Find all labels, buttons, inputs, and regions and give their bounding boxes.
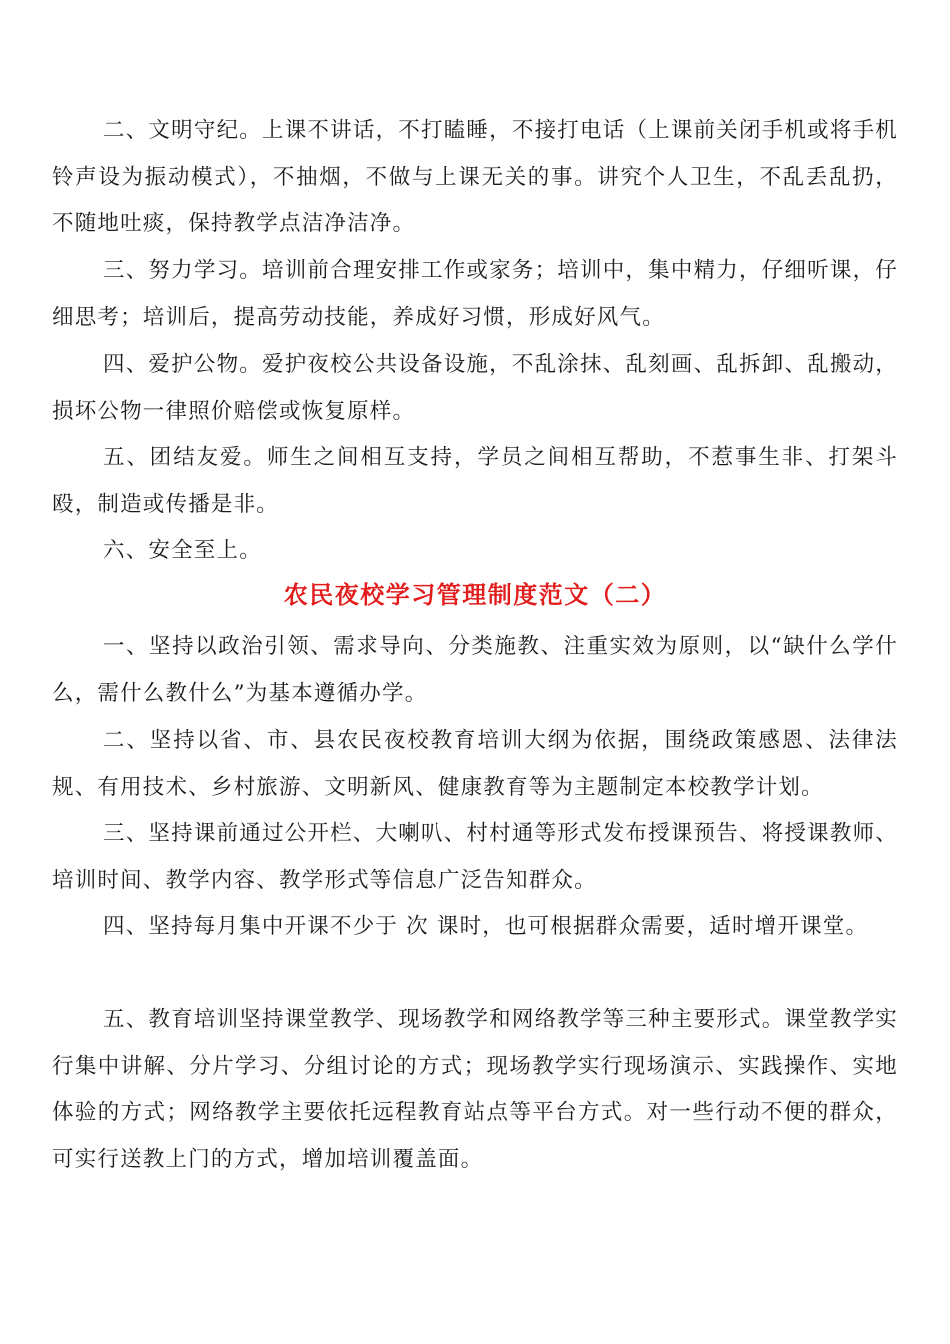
rule-paragraph-study: 三、努力学习。培训前合理安排工作或家务；培训中，集中精力，仔细听课，仔细思考；培训后，提高劳动技能，养成好习惯，形成好风气。 xyxy=(52,258,898,330)
policy-paragraph-schedule: 四、坚持每月集中开课不少于 次 课时，也可根据群众需要，适时增开课堂。 xyxy=(103,914,869,939)
policy-paragraph-announcement: 三、坚持课前通过公开栏、大喇叭、村村通等形式发布授课预告、将授课教师、培训时间、教学内容、教学形式等信息广泛告知群众。 xyxy=(52,821,898,893)
rule-paragraph-public-property: 四、爱护公物。爱护夜校公共设备设施，不乱涂抹、乱刻画、乱拆卸、乱搬动，损坏公物一律照价赔偿或恢复原样。 xyxy=(52,352,898,424)
rule-paragraph-civility: 二、文明守纪。上课不讲话，不打瞌睡，不接打电话（上课前关闭手机或将手机铃声设为振动模式），不抽烟，不做与上课无关的事。讲究个人卫生，不乱丢乱扔，不随地吐痰，保持教学点洁净洁净。 xyxy=(52,118,898,236)
policy-paragraph-syllabus: 二、坚持以省、市、县农民夜校教育培训大纲为依据，围绕政策感恩、法律法规、有用技术、乡村旅游、文明新风、健康教育等为主题制定本校教学计划。 xyxy=(52,728,898,800)
policy-paragraph-teaching-forms: 五、教育培训坚持课堂教学、现场教学和网络教学等三种主要形式。课堂教学实行集中讲解、分片学习、分组讨论的方式；现场教学实行现场演示、实践操作、实地体验的方式；网络教学主要依托远程教育站点等平台方式。对一些行动不便的群众，可实行送教上门的方式，增加培训覆盖面。 xyxy=(52,1007,898,1172)
policy-paragraph-principles: 一、坚持以政治引领、需求导向、分类施教、注重实效为原则，以“缺什么学什么，需什么教什么”为基本遵循办学。 xyxy=(52,634,898,706)
rule-paragraph-safety: 六、安全至上。 xyxy=(103,538,262,563)
section-title: 农民夜校学习管理制度范文（二） xyxy=(283,580,667,609)
rule-paragraph-unity: 五、团结友爱。师生之间相互支持，学员之间相互帮助，不惹事生非、打架斗殴，制造或传播是非。 xyxy=(52,445,898,517)
